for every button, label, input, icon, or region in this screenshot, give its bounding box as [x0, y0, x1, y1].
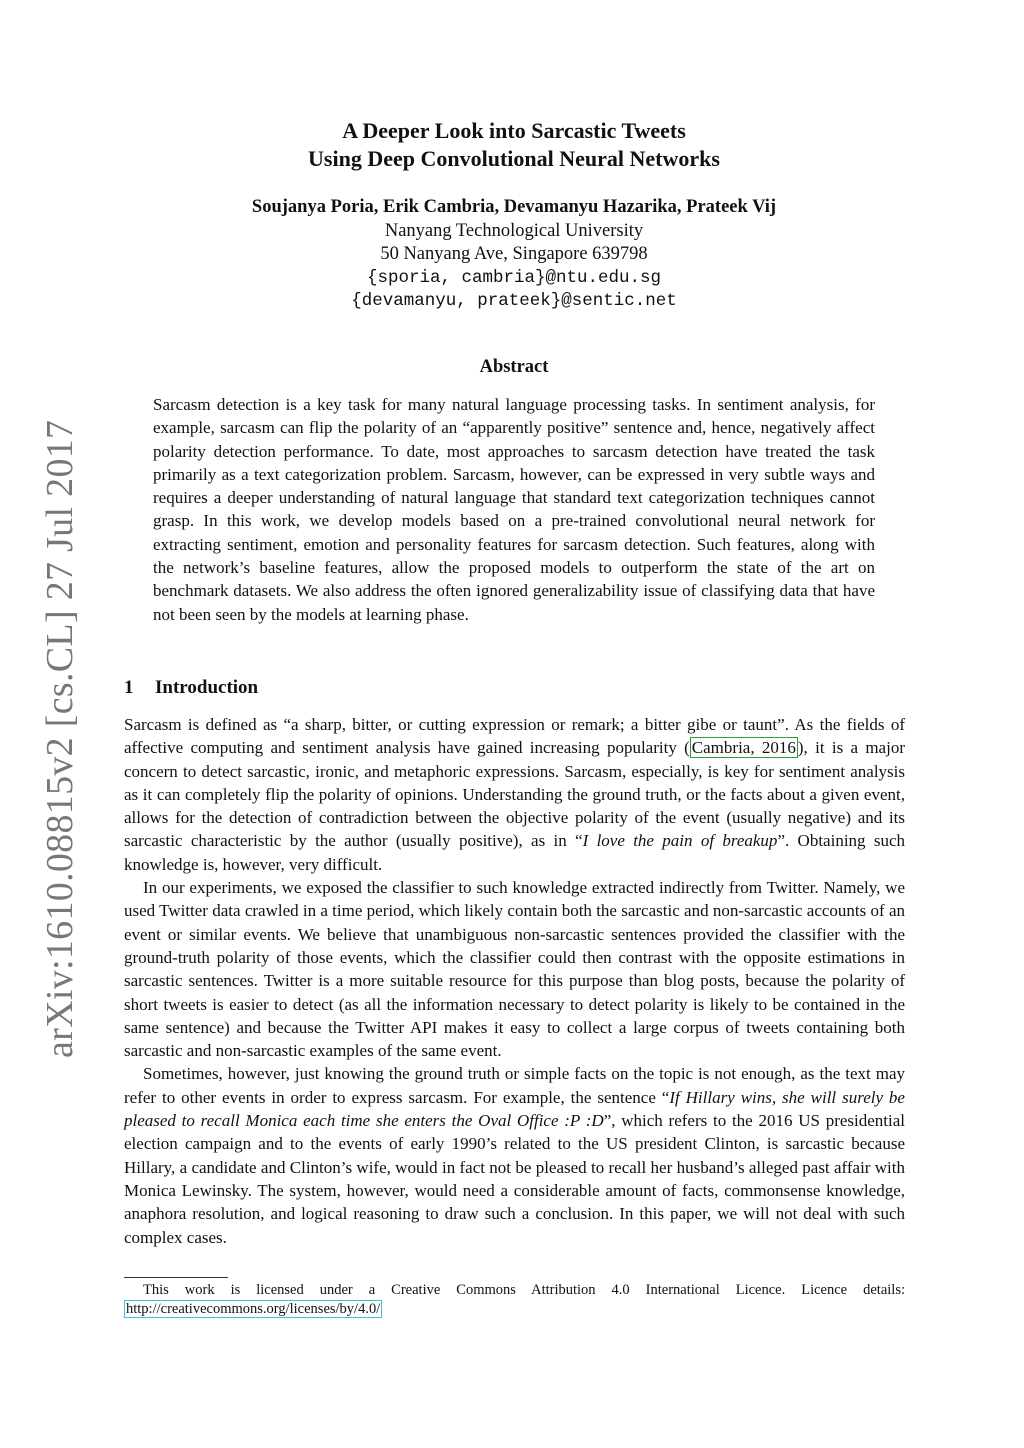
affiliation: Nanyang Technological University	[384, 220, 644, 241]
paragraph-text: Sarcasm is defined as “a sharp, bitter, or cutting expression or remark; a bitter gibe or taunt”. As the fields of affective computing and sentiment analysis have gained increasing popularity (	[124, 715, 905, 758]
paragraph-text: ”. Obtaining such knowledge is, however, very difficult.	[124, 831, 906, 874]
section-number: 1	[124, 677, 134, 698]
author-names: Soujanya Poria, Erik Cambria, Devamanyu Hazarika, Prateek Vij	[251, 197, 777, 217]
license-url-link[interactable]: http://creativecommons.org/licenses/by/4.0/	[126, 1301, 381, 1317]
intro-paragraph-3	[124, 1062, 905, 1248]
title-line-1: A Deeper Look into Sarcastic Tweets	[342, 118, 686, 143]
intro-paragraph-1	[124, 713, 905, 876]
title-line-2: Using Deep Convolutional Neural Networks	[308, 146, 720, 171]
abstract-heading: Abstract	[479, 357, 549, 377]
author-block	[124, 196, 904, 314]
italic-quote: I love the pain of breakup	[582, 831, 778, 851]
arxiv-identifier-stamp: arXiv:1610.08815v2 [cs.CL] 27 Jul 2017	[39, 419, 81, 1058]
paragraph-text: ”, which refers to the 2016 US presidential election campaign and to the events of early 1990’s related to the US president Clinton, is sarcastic because Hillary, a candidate and Clinton’s wife, would in fact not be pleased to recall her husband’s alleged past affair with Monica Lewinsky. The system, however, would need a considerable amount of facts, commonsense knowledge, anaphora resolution, and logical reasoning to draw such a conclusion. In this paper, we will not deal with such complex cases.	[124, 1111, 906, 1247]
paragraph-text: Sometimes, however, just knowing the ground truth or simple facts on the topic is not enough, as the text may refer to other events in order to express sarcasm. For example, the sentence “	[124, 1064, 905, 1107]
paragraph-text: ), it is a major concern to detect sarcastic, ironic, and metaphoric expressions. Sarcasm, especially, is key for sentiment analysis as it can completely flip the polarity of opinions. Understanding the ground truth, or the facts about a given event, allows for the detection of contradiction between the objective polarity of the event (usually negative) and its sarcastic characteristic by the author (usually positive), as in “	[124, 738, 905, 851]
citation-link[interactable]: Cambria, 2016	[691, 738, 796, 758]
italic-quote: If Hillary wins, she will surely be pleased to recall Monica each time she enters the Oval Office :P :D	[124, 1087, 905, 1131]
abstract-text: Sarcasm detection is a key task for many natural language processing tasks. In sentiment analysis, for example, sarcasm can flip the polarity of an “apparently positive” sentence and, hence, negatively affect polarity detection performance. To date, most approaches to sarcasm detection have treated the task primarily as a text categorization problem. Sarcasm, however, can be expressed in very subtle ways and requires a deeper understanding of natural language that standard text categorization techniques cannot grasp. In this work, we develop models based on a pre-trained convolutional neural network for extracting sentiment, emotion and personality features for sarcasm detection. Such features, along with the network’s baseline features, allow the proposed models to outperform the state of the art on benchmark datasets. We also address the often ignored generalizability issue of classifying data that have not been seen by the models at learning phase.	[153, 395, 875, 624]
email-line-1: {sporia, cambria}@ntu.edu.sg	[366, 267, 662, 288]
footnote-text: This work is licensed under a Creative Commons Attribution 4.0 International Licence. Licence details:	[143, 1282, 905, 1298]
footnote-divider	[124, 1277, 228, 1278]
intro-paragraph-2: In our experiments, we exposed the classifier to such knowledge extracted indirectly from Twitter. Namely, we used Twitter data crawled in a time period, which likely contain both the sarcastic and non-sarcastic accounts of an event or similar events. We believe that unambiguous non-sarcastic sentences provided the classifier with the ground-truth polarity of those events, which the classifier could then contrast with the opposite estimations in sarcastic sentences. Twitter is a more suitable resource for this purpose than blog posts, because the polarity of short tweets is easier to detect (as all the information necessary to detect polarity is likely to be contained in the same sentence) and because the Twitter API makes it easy to collect a large corpus of tweets containing both sarcastic and non-sarcastic examples of the same event.	[124, 878, 905, 1061]
footnote	[124, 1281, 905, 1319]
section-heading-introduction	[124, 677, 258, 699]
address: 50 Nanyang Ave, Singapore 639798	[380, 244, 648, 264]
paper-title	[124, 117, 904, 173]
introduction-body	[124, 713, 905, 1249]
email-line-2: {devamanyu, prateek}@sentic.net	[351, 291, 677, 311]
section-title: Introduction	[155, 677, 259, 698]
